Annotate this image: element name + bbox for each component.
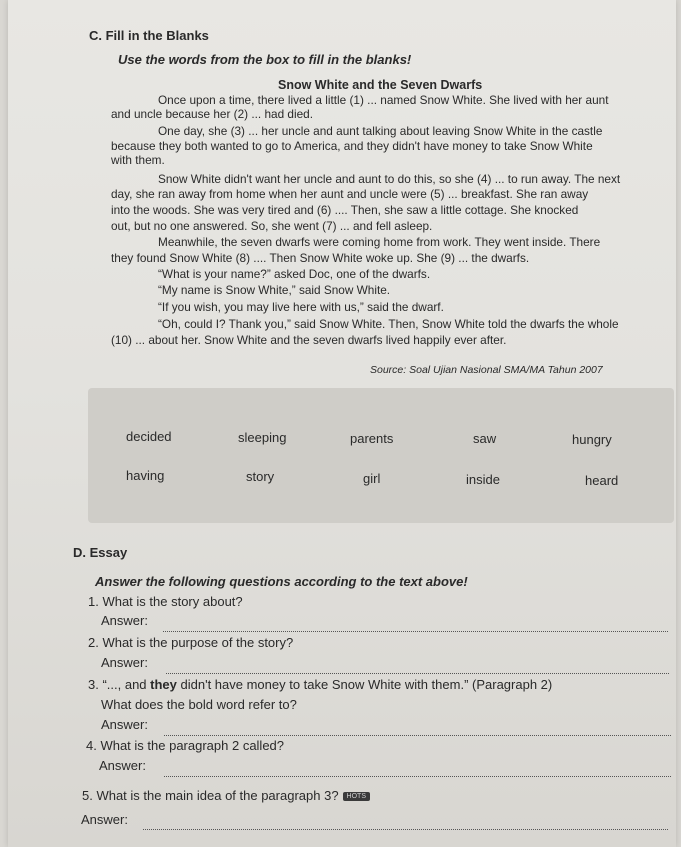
worksheet-page xyxy=(8,0,676,847)
answer-line[interactable] xyxy=(164,735,671,736)
section-d-title: D. Essay xyxy=(73,545,128,560)
word-option: sleeping xyxy=(238,430,287,445)
source-citation: Source: Soal Ujian Nasional SMA/MA Tahun 2007 xyxy=(370,364,603,376)
word-option: hungry xyxy=(572,432,612,447)
answer-label: Answer: xyxy=(101,613,148,628)
story-line: out, but no one answered. So, she went (7) ... and fell asleep. xyxy=(111,219,433,233)
word-option: girl xyxy=(363,471,381,486)
question-3-line2: What does the bold word refer to? xyxy=(101,697,297,712)
question-3-prefix: 3. “..., and xyxy=(88,677,151,692)
section-c-instruction: Use the words from the box to fill in the blanks! xyxy=(118,52,412,67)
question-5 xyxy=(82,788,370,803)
story-line: “If you wish, you may live here with us,” said the dwarf. xyxy=(158,300,444,314)
story-line: they found Snow White (8) .... Then Snow White woke up. She (9) ... the dwarfs. xyxy=(111,251,530,265)
question-4: 4. What is the paragraph 2 called? xyxy=(86,738,285,753)
word-box xyxy=(88,388,674,523)
word-option: story xyxy=(246,469,275,484)
story-line: Meanwhile, the seven dwarfs were coming home from work. They went inside. There xyxy=(158,235,601,249)
answer-line[interactable] xyxy=(166,673,669,674)
story-line: (10) ... about her. Snow White and the seven dwarfs lived happily ever after. xyxy=(111,333,507,347)
word-option: having xyxy=(126,468,165,483)
answer-line[interactable] xyxy=(143,829,668,830)
story-line: because they both wanted to go to America, and they didn't have money to take Snow White xyxy=(111,139,593,153)
word-option: parents xyxy=(350,431,394,446)
story-line: into the woods. She was very tired and (6) .... Then, she saw a little cottage. She knocked xyxy=(111,203,579,217)
answer-label: Answer: xyxy=(101,655,148,670)
word-option: inside xyxy=(466,472,500,487)
story-line: day, she ran away from home when her aunt and uncle were (5) ... breakfast. She ran away xyxy=(111,187,589,201)
answer-label: Answer: xyxy=(81,812,128,827)
answer-line[interactable] xyxy=(164,776,671,777)
story-line: “Oh, could I? Thank you,” said Snow White. Then, Snow White told the dwarfs the whole xyxy=(158,317,619,331)
answer-label: Answer: xyxy=(101,717,148,732)
story-line: “My name is Snow White,” said Snow White. xyxy=(158,283,391,297)
question-2: 2. What is the purpose of the story? xyxy=(88,635,294,650)
question-1: 1. What is the story about? xyxy=(88,594,243,609)
story-line: and uncle because her (2) ... had died. xyxy=(111,107,313,121)
story-line: “What is your name?” asked Doc, one of the dwarfs. xyxy=(158,267,431,281)
answer-label: Answer: xyxy=(99,758,146,773)
section-d-instruction: Answer the following questions according to the text above! xyxy=(95,574,468,589)
hots-badge: HOTS xyxy=(343,792,370,801)
story-line: One day, she (3) ... her uncle and aunt talking about leaving Snow White in the castle xyxy=(158,124,603,138)
story-line: Snow White didn't want her uncle and aunt to do this, so she (4) ... to run away. The next xyxy=(158,172,621,186)
answer-line[interactable] xyxy=(163,631,668,632)
question-3-suffix: didn't have money to take Snow White with them.” (Paragraph 2) xyxy=(176,677,553,692)
story-line: with them. xyxy=(111,153,165,167)
word-option: heard xyxy=(585,473,619,488)
story-line: Once upon a time, there lived a little (1) ... named Snow White. She lived with her aunt xyxy=(158,93,609,107)
section-c-title: C. Fill in the Blanks xyxy=(89,28,209,43)
story-title: Snow White and the Seven Dwarfs xyxy=(278,78,483,92)
question-3 xyxy=(88,677,552,692)
word-option: saw xyxy=(473,431,497,446)
question-3-bold-word: they xyxy=(150,677,177,692)
question-5-text: 5. What is the main idea of the paragraph 3? xyxy=(82,788,339,803)
word-option: decided xyxy=(126,429,172,444)
